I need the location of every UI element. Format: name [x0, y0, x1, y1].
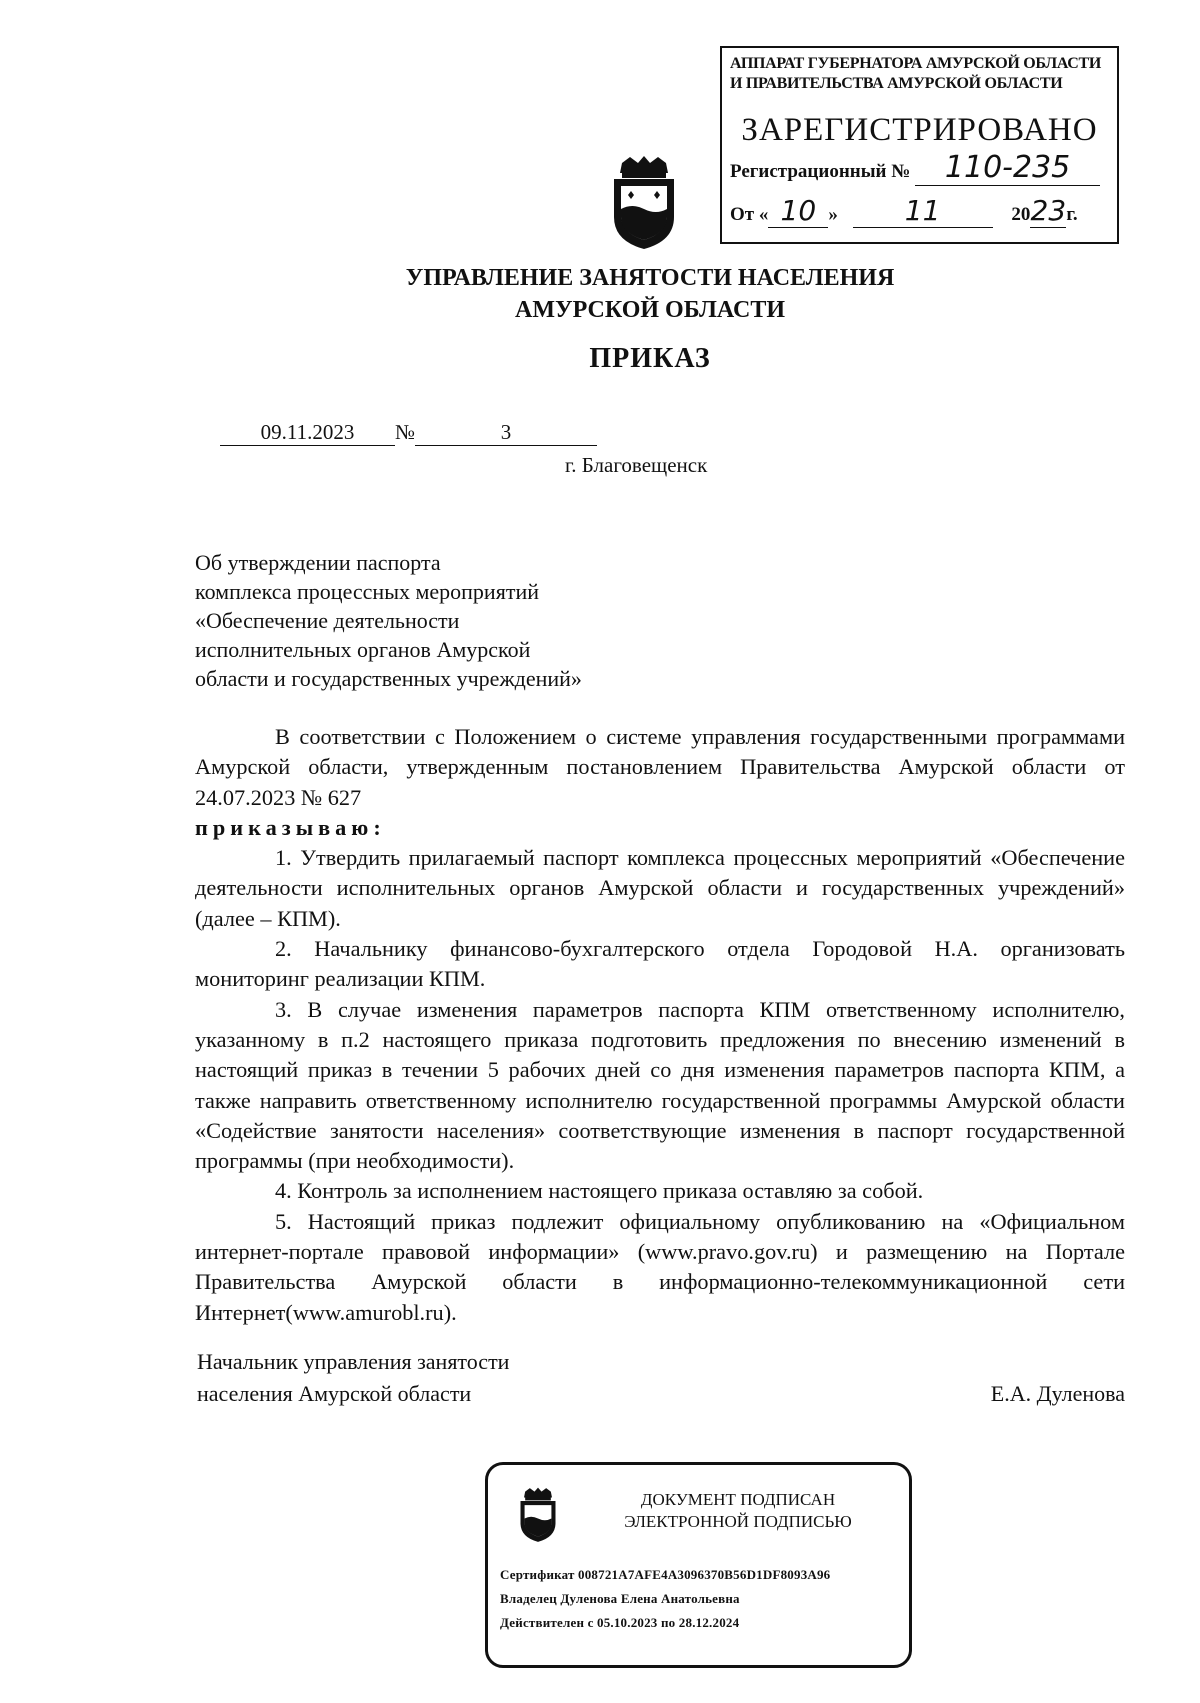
esig-validity: Действителен с 05.10.2023 по 28.12.2024 — [500, 1615, 740, 1630]
coat-of-arms-icon — [516, 1487, 560, 1543]
order-body — [195, 722, 1125, 1328]
preamble: В соответствии с Положением о системе управления государственными программами Амурской области, утвержденным постановлением Правительства Амурской области от 24.07.2023 № 627 — [195, 724, 1125, 810]
stamp-org-line-2: И ПРАВИТЕЛЬСТВА АМУРСКОЙ ОБЛАСТИ — [730, 75, 1063, 92]
registration-date-row — [730, 194, 1078, 228]
registration-number-label: Регистрационный № — [730, 161, 911, 182]
esig-title-line-2: ЭЛЕКТРОННОЙ ПОДПИСЬЮ — [624, 1512, 852, 1531]
registration-number: 110-235 — [915, 150, 1100, 186]
electronic-signature-stamp — [485, 1462, 912, 1668]
position-line-2: населения Амурской области — [197, 1381, 472, 1406]
stamp-organization — [730, 54, 1101, 94]
esig-certificate: Сертификат 008721A7AFE4A3096370B56D1DF8093A96 — [500, 1567, 831, 1582]
order-subject — [195, 548, 582, 693]
order-item: 5. Настоящий приказ подлежит официальному опубликованию на «Официальном интернет-портале правовой информации» (www.pravo.gov.ru) и размещению на Портале Правительства Амурской области в информационно-телекоммуникационной сети Интернет(www.amurobl.ru). — [195, 1208, 1125, 1325]
order-word — [195, 813, 1125, 843]
stamp-org-line-1: АППАРАТ ГУБЕРНАТОРА АМУРСКОЙ ОБЛАСТИ — [730, 55, 1102, 72]
subject-line: комплекса процессных мероприятий — [195, 579, 539, 604]
registration-stamp — [720, 46, 1119, 244]
registration-number-row — [730, 150, 1100, 186]
order-item: 1. Утвердить прилагаемый паспорт комплекса процессных мероприятий «Обеспечение деятельности исполнительных органов Амурской области и государственных учреждений» (далее – КПМ). — [195, 845, 1125, 931]
coat-of-arms-icon — [608, 155, 680, 251]
order-date: 09.11.2023 — [220, 420, 395, 446]
esig-title-line-1: ДОКУМЕНТ ПОДПИСАН — [640, 1490, 836, 1509]
order-number-label: № — [395, 420, 416, 444]
order-word-text: приказываю: — [195, 814, 386, 840]
registration-day: 10 — [768, 194, 828, 228]
date-prefix: От « — [730, 204, 769, 225]
organization-name — [0, 262, 1200, 326]
order-item: 2. Начальнику финансово-бухгалтерского отдела Городовой Н.А. организовать мониторинг реализации КПМ. — [195, 936, 1125, 992]
organization-line-2: АМУРСКОЙ ОБЛАСТИ — [515, 297, 785, 323]
esig-owner: Владелец Дуленова Елена Анатольевна — [500, 1591, 740, 1606]
signatory-position — [197, 1346, 509, 1410]
registration-year: 23 — [1030, 194, 1067, 227]
subject-line: исполнительных органов Амурской — [195, 637, 531, 662]
city: г. Благовещенск — [565, 453, 708, 477]
order-number: 3 — [415, 420, 597, 446]
order-date-number — [220, 420, 597, 446]
document-type: ПРИКАЗ — [589, 343, 711, 374]
signatory-name: Е.А. Дуленова — [990, 1381, 1125, 1406]
position-line-1: Начальник управления занятости — [197, 1349, 510, 1374]
year-prefix: 20 — [1011, 204, 1031, 225]
subject-line: области и государственных учреждений» — [195, 666, 582, 691]
registration-month: 11 — [853, 194, 993, 228]
order-item: 3. В случае изменения параметров паспорта КПМ ответственному исполнителю, указанному в п.2 настоящего приказа подготовить предложения по внесению изменений в настоящий приказ в течении 5 рабочих дней со дня изменения параметров паспорта КПМ, а также направить ответственному исполнителю государственной программы Амурской области «Содействие занятости населения» соответствующие изменения в паспорт государственной программы (при необходимости). — [195, 996, 1125, 1174]
subject-line: «Обеспечение деятельности — [195, 608, 460, 633]
order-item: 4. Контроль за исполнением настоящего приказа оставляю за собой. — [275, 1178, 924, 1204]
stamp-status: ЗАРЕГИСТРИРОВАНО — [741, 112, 1098, 148]
subject-line: Об утверждении паспорта — [195, 550, 441, 575]
day-suffix: » — [828, 204, 838, 225]
organization-line-1: УПРАВЛЕНИЕ ЗАНЯТОСТИ НАСЕЛЕНИЯ — [405, 265, 895, 291]
year-end: г. — [1066, 204, 1078, 225]
